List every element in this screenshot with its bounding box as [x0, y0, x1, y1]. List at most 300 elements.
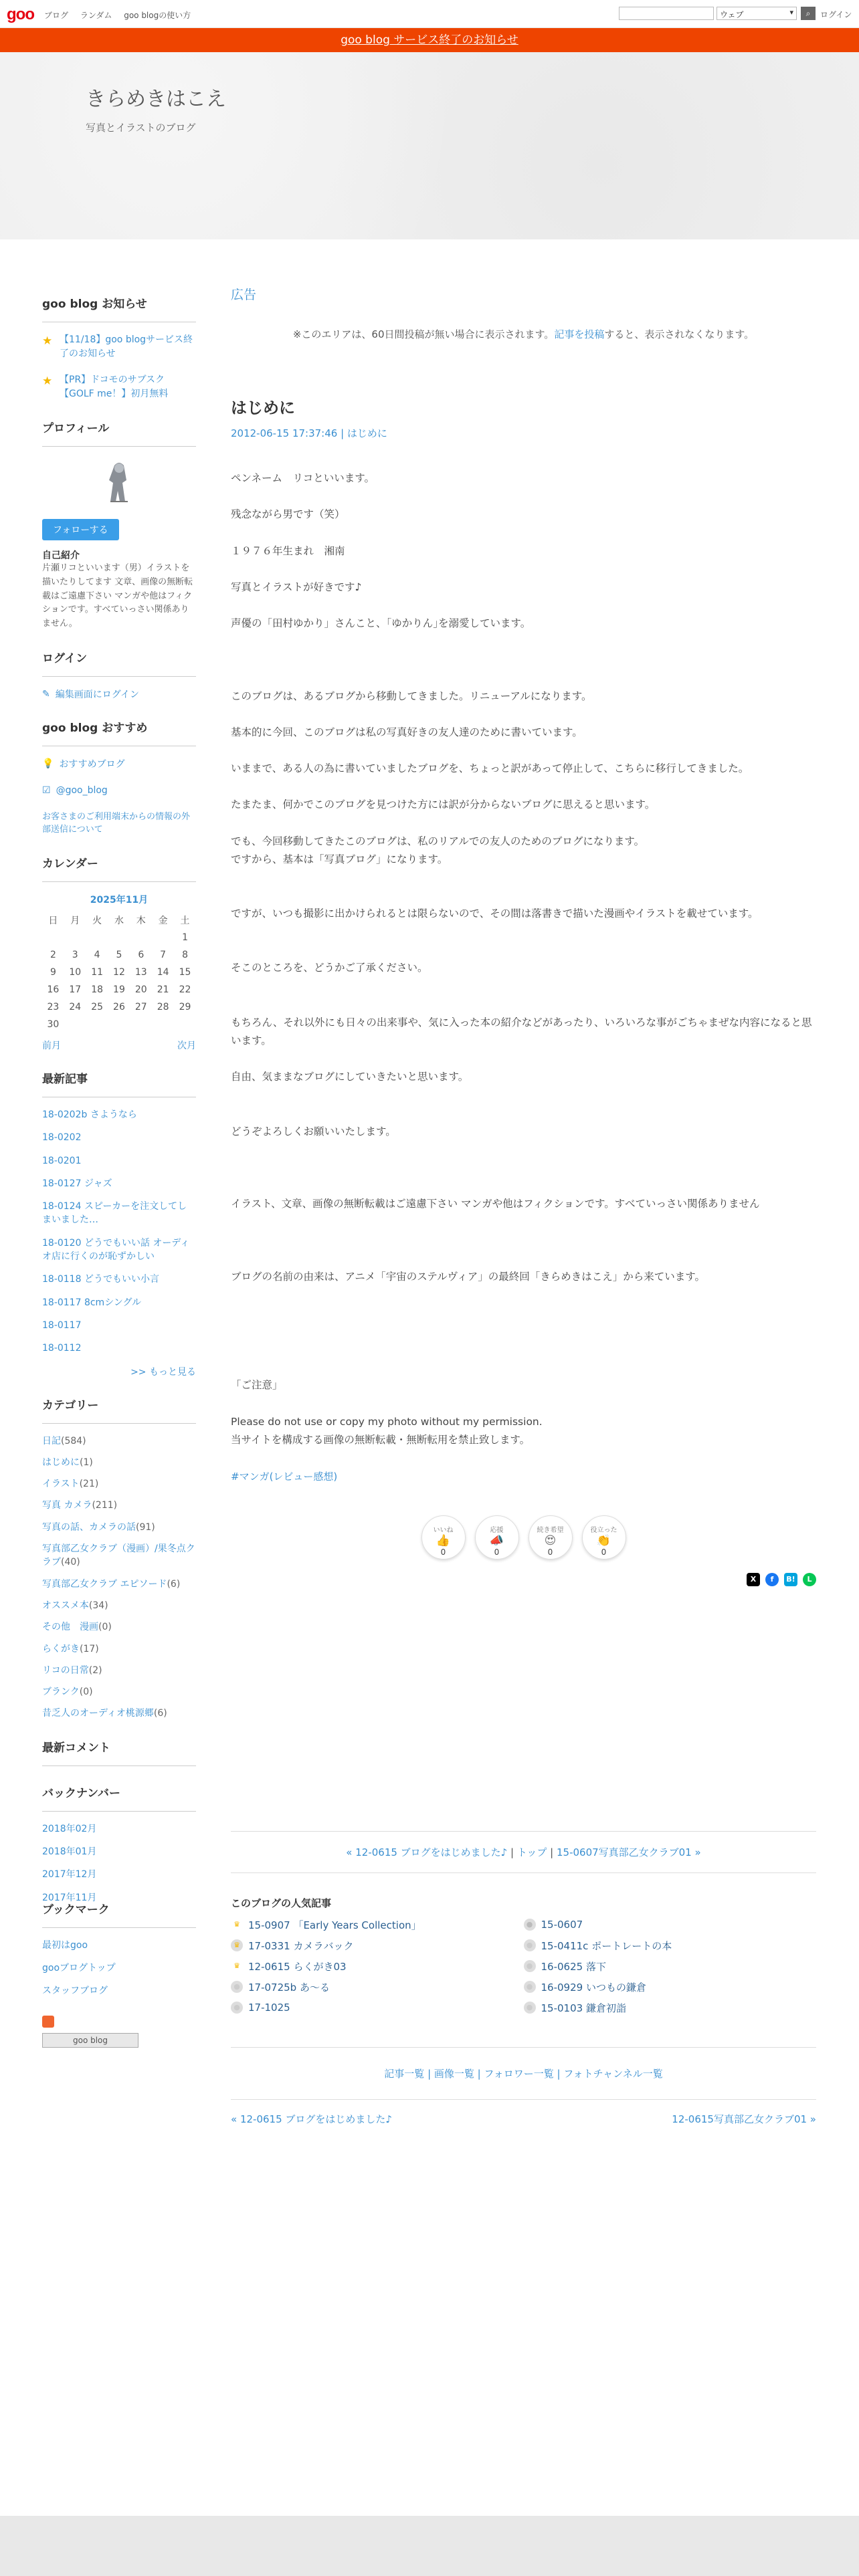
calendar-day: 27	[134, 1001, 147, 1012]
post-paragraph	[231, 488, 816, 506]
top-nav	[44, 9, 200, 21]
recent-heading: 最新記事	[42, 1069, 196, 1097]
goo-logo[interactable]: goo	[7, 5, 34, 23]
calendar-day: 30	[47, 1018, 60, 1030]
calendar-weekday: 日	[48, 915, 58, 926]
calendar-day	[108, 929, 130, 946]
calendar-day	[130, 929, 152, 946]
post-paragraph: Please do not use or copy my photo without my permission.	[231, 1415, 543, 1428]
line-share-icon[interactable]: L	[803, 1573, 816, 1586]
popular-article-title[interactable]: 17-1025	[248, 2002, 290, 2014]
reaction-emoji-icon: 😍	[544, 1533, 557, 1547]
bookmark-section	[42, 1900, 196, 1998]
calendar-day: 3	[72, 949, 78, 960]
post-paragraph: 基本的に今回、このブログは私の写真好きの友人達のために書いています。	[231, 726, 583, 738]
edit-login-label[interactable]: 編集画面にログイン	[55, 689, 140, 700]
post-paragraph	[231, 651, 816, 669]
rank-icon: ●	[524, 1960, 536, 1972]
twitter-label[interactable]: @goo_blog	[56, 784, 108, 796]
calendar-day	[42, 929, 64, 946]
external-send-link[interactable]: お客さまのご利用端末からの情報の外部送信について	[42, 811, 191, 835]
sidebar	[42, 294, 196, 2048]
post-paragraph	[231, 1322, 816, 1340]
post-paragraph	[231, 869, 816, 887]
post-paragraph	[231, 1231, 816, 1249]
post-paragraph: たまたま、何かでこのブログを見つけた方には訳が分からないブログに思えると思います。	[231, 798, 656, 811]
pager-next[interactable]: 12-0615写真部乙女クラブ01 »	[672, 2113, 816, 2125]
calendar-day: 1	[182, 932, 188, 943]
reaction-count: 0	[601, 1547, 607, 1557]
popular-article-link[interactable]	[524, 1959, 817, 1973]
calendar-weekday: 木	[136, 915, 146, 926]
reaction-button[interactable]	[475, 1515, 519, 1560]
reaction-count: 0	[440, 1547, 446, 1557]
reaction-label: 応援	[490, 1526, 504, 1534]
category-name[interactable]: らくがき	[42, 1643, 80, 1654]
popular-article-title[interactable]: 15-0411c ポートレートの本	[541, 1939, 672, 1952]
category-name[interactable]: イラスト	[42, 1479, 80, 1490]
reaction-count: 0	[494, 1547, 500, 1557]
popular-article-title[interactable]: 16-0625 落下	[541, 1960, 606, 1973]
post-paragraph: もちろん、それ以外にも日々の出来事や、気に入った本の紹介などがあったり、いろいろな事がごちゃまぜな内容になると思います。	[231, 1016, 812, 1047]
category-count: (584)	[61, 1435, 86, 1446]
intro-text: 片瀬リコといいます（男）イラストを描いたりしてます 文章、画像の無断転載はご遠慮下さい マンガや他はフィクションです。すべていっさい関係ありません。	[42, 563, 193, 629]
backnumber-heading: バックナンバー	[42, 1784, 196, 1812]
star-icon: ★	[42, 334, 53, 348]
calendar-day: 26	[113, 1001, 125, 1012]
post-paragraph: ですから、基本は「写真ブログ」になります。	[231, 853, 448, 865]
image-list-link[interactable]: 画像一覧	[434, 2067, 474, 2080]
category-item[interactable]	[42, 1707, 196, 1720]
ad-note	[231, 327, 816, 341]
calendar-weekday: 金	[158, 915, 168, 926]
popular-article-link[interactable]	[231, 2001, 524, 2015]
pager	[231, 2099, 816, 2126]
twitter-icon: ☑	[42, 784, 51, 796]
backnumber-section	[42, 1784, 196, 1903]
calendar-day: 19	[113, 984, 125, 995]
post-paragraph: そこのところを、どうかご了承ください。	[231, 962, 428, 974]
calendar-weekday: 月	[70, 915, 80, 926]
ad-note-text: すると、表示されなくなります。	[604, 328, 755, 340]
category-name[interactable]: オススメ本	[42, 1600, 89, 1611]
backnumber-list[interactable]	[42, 1822, 196, 1903]
post-paragraph	[231, 1286, 816, 1304]
category-name[interactable]: その他 漫画	[42, 1622, 98, 1633]
nav-random[interactable]: ランダム	[80, 11, 112, 20]
news-item[interactable]	[42, 373, 196, 401]
goo-blog-badge[interactable]	[42, 2033, 138, 2048]
post-paragraph	[231, 1394, 816, 1412]
post-paragraph	[231, 1249, 816, 1267]
news-item-label[interactable]: 【PR】ドコモのサブスク【GOLF me！】初月無料	[60, 374, 169, 399]
calendar-day	[64, 1016, 86, 1033]
index-links: 記事一覧 | 画像一覧 | フォロワー一覧 | フォトチャンネル一覧	[231, 2047, 816, 2080]
category-item[interactable]	[42, 1642, 196, 1656]
category-count: (6)	[153, 1708, 167, 1719]
x-share-icon[interactable]: X	[747, 1573, 760, 1586]
calendar-weekday: 土	[180, 915, 190, 926]
calendar-day	[108, 1016, 130, 1033]
calendar-day	[174, 1016, 196, 1033]
calendar-day: 28	[157, 1001, 169, 1012]
share-buttons	[231, 1573, 816, 1586]
post-paragraph	[231, 597, 816, 615]
reaction-emoji-icon: 📣	[489, 1533, 504, 1547]
calendar-week	[42, 964, 196, 981]
calendar	[42, 893, 196, 1052]
post-paragraph	[231, 1159, 816, 1177]
reaction-buttons	[231, 1515, 816, 1560]
calendar-week	[42, 1016, 196, 1033]
comment-heading: 最新コメント	[42, 1738, 196, 1766]
post-paragraph	[231, 923, 816, 941]
reaction-button[interactable]	[529, 1515, 573, 1560]
calendar-day: 15	[179, 966, 191, 978]
post-navigation: « 12-0615 ブログをはじめました♪ | トップ | 15-0607写真部乙女クラブ01 »	[231, 1831, 816, 1873]
category-count: (17)	[80, 1643, 99, 1654]
nav-top-link[interactable]: トップ	[516, 1846, 547, 1858]
category-item[interactable]	[42, 1499, 196, 1512]
recommend-blog-label[interactable]: おすすめブログ	[59, 758, 125, 770]
search-scope-select[interactable]: ウェブ ▾	[717, 7, 797, 20]
category-item[interactable]	[42, 1521, 196, 1534]
category-name[interactable]: 写真 カメラ	[42, 1500, 92, 1511]
category-count: (91)	[136, 1521, 155, 1533]
category-item[interactable]	[42, 1456, 196, 1469]
reaction-count: 0	[547, 1547, 553, 1557]
blog-title[interactable]: きらめきはこえ	[86, 88, 226, 111]
bookmark-list	[42, 1939, 196, 1998]
calendar-day: 12	[113, 966, 125, 978]
category-heading: カテゴリー	[42, 1396, 196, 1424]
follower-list-link[interactable]: フォロワー一覧	[484, 2067, 554, 2080]
calendar-day: 17	[69, 984, 82, 995]
post-paragraph: ブログの名前の由来は、アニメ「宇宙のステルヴィア」の最終回「きらめきはこえ」から来ています。	[231, 1270, 705, 1283]
popular-article-link[interactable]	[524, 1980, 817, 1994]
recent-article-link[interactable]: 18-0124 スピーカーを注文してしまいました…	[42, 1201, 187, 1226]
popular-article-title[interactable]: 15-0907 「Early Years Collection」	[248, 1919, 421, 1931]
category-item[interactable]	[42, 1578, 196, 1591]
crown-icon: ●	[524, 1919, 536, 1931]
bookmark-link[interactable]: gooブログトップ	[42, 1963, 116, 1973]
popular-article-link[interactable]	[524, 1918, 817, 1932]
reaction-button[interactable]	[421, 1515, 466, 1560]
backnumber-item[interactable]: 2018年01月	[42, 1846, 97, 1857]
popular-article-link[interactable]	[524, 1939, 817, 1953]
star-icon: ★	[42, 374, 53, 388]
recent-article-link[interactable]: 18-0117 8cmシングル	[42, 1297, 142, 1308]
rank-icon: ●	[524, 1939, 536, 1951]
bookmark-heading: ブックマーク	[42, 1900, 196, 1928]
category-name[interactable]: リコの日常	[42, 1665, 89, 1676]
calendar-week	[42, 981, 196, 998]
backnumber-item[interactable]: 2017年12月	[42, 1869, 97, 1881]
avatar[interactable]	[96, 457, 142, 511]
goo-blog-badge-label: goo blog	[72, 2035, 108, 2045]
facebook-share-icon[interactable]: f	[765, 1573, 779, 1586]
profile-heading: プロフィール	[42, 419, 196, 447]
login-link[interactable]: ログイン	[820, 10, 852, 19]
post-paragraph: 写真とイラストが好きです♪	[231, 580, 362, 593]
post-paragraph: １９７６年生まれ 湘南	[231, 544, 345, 557]
calendar-day: 23	[47, 1001, 60, 1012]
category-item[interactable]	[42, 1685, 196, 1699]
post-paragraph	[231, 669, 816, 687]
category-name[interactable]: はじめに	[42, 1457, 80, 1468]
calendar-week	[42, 946, 196, 964]
calendar-day	[64, 929, 86, 946]
nav-howto[interactable]: goo blogの使い方	[124, 11, 191, 20]
category-item[interactable]	[42, 1599, 196, 1612]
more-link[interactable]: >> もっと見る	[130, 1366, 196, 1378]
category-name[interactable]: 昔乏人のオーディオ桃源郷	[42, 1708, 154, 1719]
nav-next-link[interactable]: 15-0607写真部乙女クラブ01 »	[557, 1846, 701, 1858]
calendar-day: 10	[69, 966, 82, 978]
reaction-label: いいね	[433, 1526, 454, 1534]
post-paragraph	[231, 996, 816, 1014]
calendar-next[interactable]: 次月	[177, 1040, 196, 1051]
rank-icon: ♛	[233, 1961, 240, 1971]
post-paragraph: ですが、いつも撮影に出かけられるとは限らないので、その間は落書きで描いた漫画やイラストを載せています。	[231, 907, 759, 920]
post-paragraph	[231, 560, 816, 578]
category-count: (6)	[167, 1578, 181, 1590]
calendar-day: 14	[157, 966, 169, 978]
recent-article-link[interactable]: 18-0118 どうでもいい小言	[42, 1274, 159, 1285]
top-bar	[0, 0, 859, 28]
post-paragraph	[231, 778, 816, 796]
calendar-day	[86, 1016, 108, 1033]
post-paragraph: 残念ながら男です（笑）	[231, 508, 345, 521]
intro-heading: 自己紹介	[42, 550, 80, 561]
popular-article-title[interactable]: 16-0929 いつもの鎌倉	[541, 1981, 646, 1994]
profile-section	[42, 419, 196, 631]
popular-article-title[interactable]: 17-0331 カメラバック	[248, 1939, 354, 1952]
calendar-day: 6	[138, 949, 145, 960]
blog-description: 写真とイラストのブログ	[86, 122, 196, 134]
category-item[interactable]	[42, 1434, 196, 1448]
calendar-day: 5	[116, 949, 122, 960]
nav-blog[interactable]: ブログ	[44, 11, 69, 20]
post-paragraph: いままで、ある人の為に書いていましたブログを、ちょっと訳があって停止して、こちらに移行してきました。	[231, 762, 749, 774]
category-count: (211)	[92, 1500, 118, 1511]
popular-article-link[interactable]	[231, 1918, 524, 1932]
calendar-day: 2	[50, 949, 56, 960]
recent-article-link[interactable]: 18-0202b さようなら	[42, 1109, 137, 1120]
bookmark-link[interactable]: スタッフブログ	[42, 1985, 108, 1997]
calendar-day: 11	[91, 966, 104, 978]
pager-prev[interactable]: « 12-0615 ブログをはじめました♪	[231, 2113, 392, 2125]
category-count: (1)	[80, 1457, 93, 1468]
calendar-heading: カレンダー	[42, 854, 196, 882]
news-item[interactable]	[42, 333, 196, 361]
post-paragraph	[231, 1358, 816, 1376]
bulb-icon: 💡	[42, 758, 54, 769]
calendar-weekday: 水	[114, 915, 124, 926]
post-meta: 2012-06-15 17:37:46 | はじめに	[231, 427, 387, 439]
photo-channel-link[interactable]: フォトチャンネル一覧	[563, 2067, 663, 2080]
news-item-label[interactable]: 【11/18】goo blogサービス終了のお知らせ	[60, 334, 193, 359]
rank-icon: ●	[524, 2002, 536, 2014]
recent-article-link[interactable]: 18-0202	[42, 1132, 82, 1144]
calendar-day: 13	[134, 966, 147, 978]
popular-article-title[interactable]: 15-0103 鎌倉初詣	[541, 2002, 626, 2014]
service-end-link[interactable]: goo blog サービス終了のお知らせ	[341, 33, 518, 47]
footer	[0, 2516, 859, 2576]
post-paragraph: 自由、気ままなブログにしていきたいと思います。	[231, 1071, 469, 1083]
recommend-heading: goo blog おすすめ	[42, 718, 196, 746]
category-name[interactable]: 日記	[42, 1435, 61, 1446]
category-name[interactable]: 写真部乙女クラブ エピソード	[42, 1578, 167, 1590]
crown-icon: ♛	[233, 1920, 240, 1929]
pencil-icon: ✎	[42, 688, 50, 700]
reaction-emoji-icon: 👏	[596, 1533, 611, 1547]
calendar-day: 16	[47, 984, 60, 995]
post-paragraph	[231, 1104, 816, 1122]
comment-section	[42, 1738, 196, 1766]
recommend-section	[42, 718, 196, 837]
reaction-label: 続き希望	[537, 1526, 564, 1534]
category-count: (21)	[79, 1479, 99, 1490]
category-count: (34)	[88, 1600, 108, 1611]
recent-article-link[interactable]: 18-0201	[42, 1155, 82, 1166]
category-item[interactable]	[42, 1477, 196, 1491]
popular-article-title[interactable]: 17-0725b あ～る	[248, 1981, 330, 1994]
popular-article-link[interactable]	[231, 1959, 524, 1973]
popular-list	[231, 1918, 816, 2015]
calendar-prev[interactable]: 前月	[42, 1040, 61, 1051]
calendar-day: 7	[160, 949, 167, 960]
calendar-day: 9	[50, 966, 56, 978]
calendar-table	[42, 911, 196, 1033]
calendar-day: 18	[91, 984, 104, 995]
post-paragraph: イラスト、文章、画像の無断転載はご遠慮下さい マンガや他はフィクションです。すべていっさい関係ありません	[231, 1198, 760, 1210]
category-name[interactable]: 写真の話、カメラの話	[42, 1521, 136, 1533]
category-item[interactable]	[42, 1664, 196, 1677]
post-paragraph	[231, 742, 816, 760]
rank-icon: ●	[231, 1981, 243, 1993]
popular-article-title[interactable]: 15-0607	[541, 1919, 583, 1931]
category-count: (2)	[88, 1665, 102, 1676]
reaction-button[interactable]	[582, 1515, 626, 1560]
popular-article-link[interactable]	[231, 1980, 524, 1994]
recent-list	[42, 1108, 196, 1356]
reaction-emoji-icon: 👍	[436, 1533, 451, 1547]
post-paragraph	[231, 1304, 816, 1322]
rank-icon: ●	[524, 1981, 536, 1993]
calendar-week	[42, 929, 196, 946]
category-item[interactable]	[42, 1620, 196, 1634]
follow-button[interactable]: フォローする	[42, 519, 119, 540]
category-section	[42, 1396, 196, 1721]
category-count: (40)	[61, 1557, 80, 1568]
post-paragraph	[231, 978, 816, 996]
post-paragraph	[231, 941, 816, 959]
reaction-label: 役立った	[590, 1526, 617, 1534]
calendar-section	[42, 854, 196, 1052]
article-list-link[interactable]: 記事一覧	[384, 2067, 425, 2080]
nav-prev-link[interactable]: « 12-0615 ブログをはじめました♪	[346, 1846, 508, 1858]
post-paragraph	[231, 1340, 816, 1358]
recent-article-link[interactable]: 18-0120 どうでもいい話 オーディオ店に行くのが恥ずかしい	[42, 1237, 190, 1263]
recent-section	[42, 1069, 196, 1378]
post-paragraph	[231, 1050, 816, 1068]
calendar-day: 24	[69, 1001, 82, 1012]
popular-heading: このブログの人気記事	[231, 1897, 332, 1909]
calendar-day: 29	[179, 1001, 191, 1012]
backnumber-item[interactable]: 2018年02月	[42, 1823, 97, 1834]
popular-article-link[interactable]	[231, 1939, 524, 1953]
post-paragraph: でも、今回移動してきたこのブログは、私のリアルでの友人のためのブログになります。	[231, 835, 645, 847]
crown-icon: ♛	[231, 1939, 243, 1951]
calendar-day	[152, 929, 174, 946]
category-item[interactable]	[42, 1542, 196, 1570]
post-tag[interactable]: #マンガ(レビュー感想)	[231, 1470, 338, 1483]
rank-icon: ●	[231, 2002, 243, 2014]
calendar-day: 8	[182, 949, 188, 960]
recent-article-link[interactable]: 18-0117	[42, 1319, 82, 1331]
calendar-day: 4	[94, 949, 100, 960]
recent-article-link[interactable]: 18-0112	[42, 1343, 82, 1354]
calendar-week	[42, 998, 196, 1016]
post-title[interactable]: はじめに	[231, 399, 295, 417]
calendar-caption[interactable]: 2025年11月	[90, 894, 149, 905]
post-paragraph	[231, 1141, 816, 1159]
post-paragraph: どうぞよろしくお願いいたします。	[231, 1125, 396, 1138]
post-date[interactable]: 2012-06-15 17:37:46	[231, 427, 338, 439]
category-count: (0)	[79, 1687, 93, 1698]
post-category[interactable]: はじめに	[347, 427, 387, 439]
popular-article-link[interactable]	[524, 2001, 817, 2015]
rss-icon[interactable]	[42, 2016, 54, 2028]
post-paragraph: 「ご注意」	[231, 1379, 283, 1392]
post-paragraph	[231, 1177, 816, 1195]
search-icon[interactable]: ⌕	[801, 7, 816, 20]
recent-article-link[interactable]: 18-0127 ジャズ	[42, 1178, 112, 1189]
post-body	[231, 469, 816, 1449]
post-paragraph	[231, 1213, 816, 1231]
blog-header	[0, 52, 859, 239]
post-paragraph	[231, 1086, 816, 1104]
twitter-link[interactable]	[42, 785, 196, 796]
service-end-banner	[0, 28, 859, 52]
news-heading: goo blog お知らせ	[42, 294, 196, 322]
recommend-blog-link[interactable]	[42, 757, 196, 770]
post-paragraph	[231, 633, 816, 651]
popular-article-title[interactable]: 12-0615 らくがき03	[248, 1960, 347, 1973]
backnumber-item[interactable]: 2017年11月	[42, 1892, 97, 1903]
post-paragraph: ペンネーム リコといいます。	[231, 472, 375, 484]
search-input[interactable]	[619, 7, 714, 20]
post-paragraph: このブログは、あるブログから移動してきました。リニューアルになります。	[231, 689, 592, 702]
post-paragraph	[231, 706, 816, 724]
calendar-day: 20	[134, 984, 147, 995]
category-count: (0)	[98, 1622, 112, 1633]
post-paragraph	[231, 524, 816, 542]
calendar-day	[86, 929, 108, 946]
category-name[interactable]: ブランク	[42, 1687, 80, 1698]
calendar-day	[130, 1016, 152, 1033]
hatena-share-icon[interactable]: B!	[784, 1573, 797, 1586]
main-content	[231, 285, 816, 2126]
ad-note-text: ※このエリアは、60日間投稿が無い場合に表示されます。	[292, 328, 555, 340]
post-article-link[interactable]: 記事を投稿	[554, 328, 605, 340]
login-section	[42, 649, 196, 701]
edit-login-link[interactable]	[42, 687, 196, 701]
bookmark-link[interactable]: 最初はgoo	[42, 1939, 88, 1951]
category-name[interactable]: 写真部乙女クラブ（漫画）/果冬点クラブ	[42, 1543, 195, 1568]
post-paragraph: 声優の「田村ゆかり」さんこと、｢ゆかりん｣を溺愛しています。	[231, 617, 531, 629]
